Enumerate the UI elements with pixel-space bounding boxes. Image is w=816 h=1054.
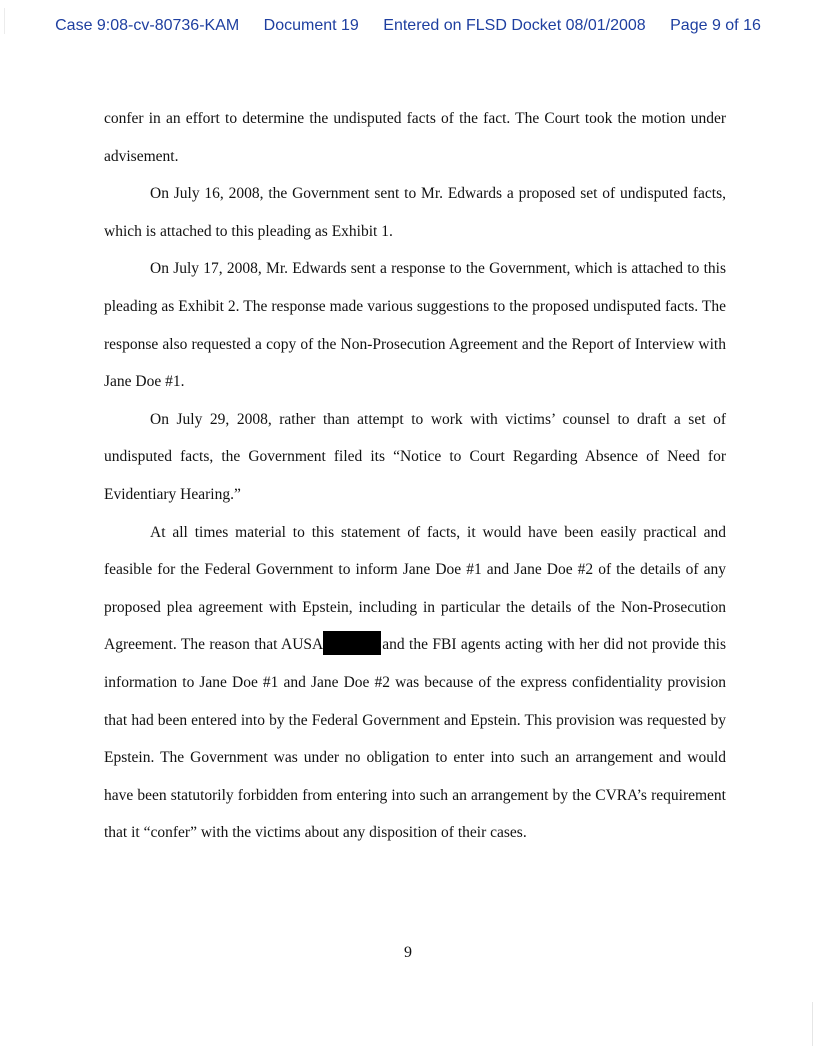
docket-entry-date: Entered on FLSD Docket 08/01/2008 bbox=[383, 17, 646, 34]
paragraph-july-29: On July 29, 2008, rather than attempt to work with victims’ counsel to draft a set of undisputed facts, the Government filed its “Notice to Court Regarding Absence of Need for Evidentiary Hearing.” bbox=[104, 410, 726, 503]
paragraph-july-16: On July 16, 2008, the Government sent to Mr. Edwards a proposed set of undisputed facts, which is attached to this pleading as Exhibit 1. bbox=[104, 185, 726, 240]
document-body bbox=[104, 100, 726, 852]
page-number: 9 bbox=[404, 944, 412, 961]
paragraph-text-after-redaction: and the FBI agents acting with her did not provide this information to Jane Doe #1 and Jane Doe #2 was because of the express confidentiality provision that had been entered into by the Federal Government and Epstein. This provision was requested by Epstein. The Government was under no obligation to enter into such an arrangement and would have been statutorily forbidden from entering into such an arrangement by the CVRA’s requirement that it “confer” with the victims about any disposition of their cases. bbox=[104, 636, 726, 842]
page-indicator: Page 9 of 16 bbox=[670, 17, 761, 34]
docket-header bbox=[0, 17, 816, 35]
document-number: Document 19 bbox=[263, 17, 359, 34]
case-number: Case 9:08-cv-80736-KAM bbox=[55, 17, 240, 34]
scan-edge-mark bbox=[812, 1002, 813, 1046]
paragraph-july-17: On July 17, 2008, Mr. Edwards sent a response to the Government, which is attached to this pleading as Exhibit 2. The response made various suggestions to the proposed undisputed facts. The response also requested a copy of the Non-Prosecution Agreement and the Report of Interview with Jane Doe #1. bbox=[104, 260, 726, 391]
redaction-box bbox=[323, 631, 381, 655]
paragraph-statement-of-facts bbox=[104, 514, 726, 852]
paragraph-text-before-redaction: At all times material to this statement of facts, it would have been easily practical and feasible for the Federal Government to inform Jane Doe #1 and Jane Doe #2 of the details of any proposed plea agreement with Epstein, including in particular the details of the Non-Prosecution Agreement. The reason that AUSA bbox=[104, 523, 726, 654]
scan-edge-mark-top bbox=[4, 8, 5, 34]
paragraph-continuation: confer in an effort to determine the undisputed facts of the fact. The Court took the motion under advisement. bbox=[104, 110, 726, 165]
